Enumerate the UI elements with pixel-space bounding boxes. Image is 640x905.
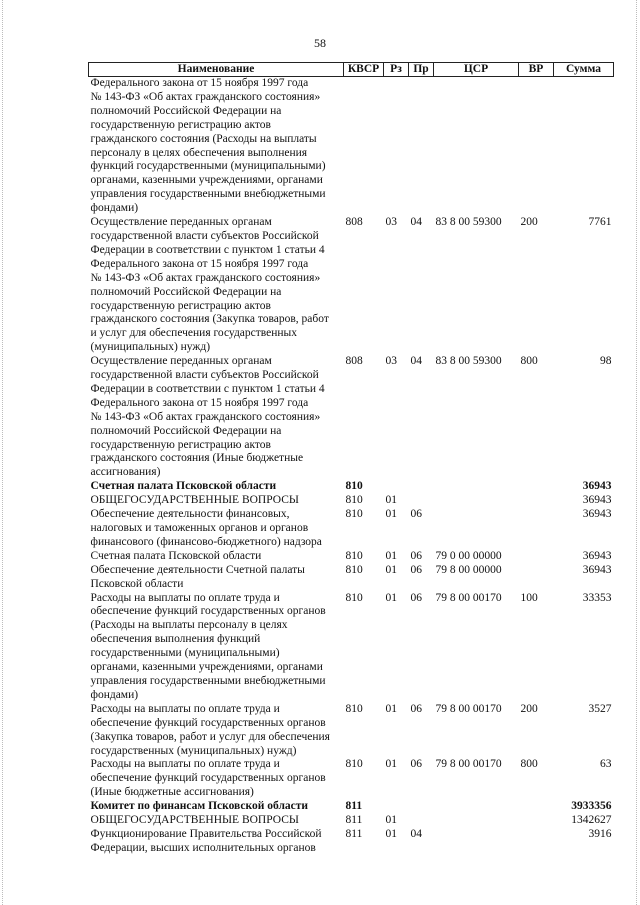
cell-sum: 3916: [588, 827, 612, 840]
cell-rz: 01: [385, 814, 397, 827]
cell-name: Осуществление переданных органам государственной власти субъектов Российской Федерации в соответствии с пунктом 1 статьи 4 Федерального закона от 15 ноября 1997 года № 143-ФЗ «Об актах гражданского состояния» полномочий Российской Федерации на государственную регистрацию актов гражданского состояния (Иные бюджетные ассигнования): [90, 355, 325, 479]
cell-pr: 04: [410, 355, 422, 368]
table-row: [89, 814, 614, 828]
cell-csr: [434, 800, 519, 814]
cell-csr: 83 8 00 59300: [435, 355, 502, 368]
cell-kvsr: 810: [345, 480, 363, 493]
cell-pr: 06: [410, 563, 422, 576]
cell-name: Осуществление переданных органам государственной власти субъектов Российской Федерации в соответствии с пунктом 1 статьи 4 Федерального закона от 15 ноября 1997 года № 143-ФЗ «Об актах гражданского состояния» полномочий Российской Федерации на государственную регистрацию актов гражданского состояния (Закупка товаров, работ и услуг для обеспечения государственных (муниципальных) нужд): [90, 216, 329, 354]
cell-kvsr: 810: [345, 563, 363, 576]
cell-rz: [384, 480, 409, 494]
cell-sum: 36943: [582, 508, 612, 521]
cell-sum: [554, 77, 614, 217]
cell-vr: 800: [520, 355, 538, 368]
cell-kvsr: 811: [345, 827, 363, 840]
cell-name: Счетная палата Псковской области: [90, 549, 262, 562]
cell-vr: [519, 77, 554, 217]
cell-vr: [519, 828, 554, 856]
cell-name: Обеспечение деятельности финансовых, налоговых и таможенных органов и органов финансового (финансово-бюджетного) надзора: [90, 508, 322, 548]
cell-csr: 79 8 00 00170: [435, 758, 502, 771]
cell-vr: [519, 480, 554, 494]
cell-rz: 01: [385, 549, 397, 562]
cell-sum: 33353: [582, 591, 612, 604]
cell-csr: 79 8 00 00170: [435, 702, 502, 715]
table-row: [89, 216, 614, 355]
cell-kvsr: 811: [345, 814, 363, 827]
cell-rz: 01: [385, 494, 397, 507]
table-row: [89, 77, 614, 217]
cell-csr: [434, 508, 519, 550]
cell-sum: 36943: [582, 480, 612, 493]
cell-pr: 06: [410, 549, 422, 562]
cell-csr: [434, 480, 519, 494]
cell-name: ОБЩЕГОСУДАРСТВЕННЫЕ ВОПРОСЫ: [90, 494, 299, 507]
cell-rz: [384, 800, 409, 814]
cell-vr: [519, 494, 554, 508]
cell-pr: 06: [410, 758, 422, 771]
cell-name: Счетная палата Псковской области: [90, 480, 277, 493]
table-body: [89, 77, 614, 856]
column-header-csr: ЦСР: [434, 63, 519, 77]
cell-kvsr: 810: [345, 494, 363, 507]
cell-pr: [409, 480, 434, 494]
cell-vr: 100: [520, 591, 538, 604]
cell-rz: [384, 77, 409, 217]
cell-csr: 79 8 00 00170: [435, 591, 502, 604]
cell-kvsr: 810: [345, 758, 363, 771]
cell-vr: [519, 508, 554, 550]
table-row: [89, 480, 614, 494]
cell-vr: [519, 800, 554, 814]
cell-name: Федерального закона от 15 ноября 1997 года № 143-ФЗ «Об актах гражданского состояния» полномочий Российской Федерации на государственную регистрацию актов гражданского состояния (Расходы на выплаты персоналу в целях обеспечения выполнения функций государственными (муниципальными) органами, казенными учреждениями, органами управления государственными внебюджетными фондами): [90, 77, 326, 215]
cell-kvsr: 810: [345, 549, 363, 562]
cell-rz: 01: [385, 702, 397, 715]
cell-csr: 79 8 00 00000: [435, 563, 502, 576]
table-row: [89, 800, 614, 814]
column-header-rz: Рз: [384, 63, 409, 77]
table-row: [89, 550, 614, 564]
left-scan-edge: [2, 0, 4, 905]
cell-vr: [519, 814, 554, 828]
cell-csr: [434, 814, 519, 828]
cell-pr: [409, 494, 434, 508]
cell-name: Расходы на выплаты по оплате труда и обеспечение функций государственных органов (Расходы на выплаты персоналу в целях обеспечения выполнения функций государственными (муниципальными) органами, казенными учреждениями, органами управления государственными внебюджетными фондами): [90, 591, 326, 701]
table-header: [89, 63, 614, 77]
cell-rz: 01: [385, 758, 397, 771]
cell-sum: 36943: [582, 549, 612, 562]
cell-sum: 3933356: [571, 800, 612, 813]
cell-name: Комитет по финансам Псковской области: [90, 800, 309, 813]
cell-pr: 06: [410, 702, 422, 715]
cell-pr: 06: [410, 591, 422, 604]
cell-name: Обеспечение деятельности Счетной палаты Псковской области: [90, 563, 305, 590]
cell-rz: 01: [385, 591, 397, 604]
cell-vr: 200: [520, 216, 538, 229]
cell-sum: 3527: [588, 702, 612, 715]
cell-kvsr: 810: [345, 702, 363, 715]
cell-vr: [519, 564, 554, 592]
column-header-vr: ВР: [519, 63, 554, 77]
page-number: 58: [314, 36, 326, 50]
cell-kvsr: [344, 77, 384, 217]
column-header-pr: Пр: [409, 63, 434, 77]
cell-vr: 200: [520, 702, 538, 715]
cell-sum: 98: [600, 355, 612, 368]
cell-rz: 01: [385, 508, 397, 521]
cell-csr: [434, 494, 519, 508]
cell-csr: [434, 77, 519, 217]
cell-name: ОБЩЕГОСУДАРСТВЕННЫЕ ВОПРОСЫ: [90, 814, 299, 827]
cell-csr: [434, 828, 519, 856]
table-row: [89, 758, 614, 800]
cell-kvsr: 810: [345, 508, 363, 521]
cell-kvsr: 810: [345, 591, 363, 604]
table-row: [89, 828, 614, 856]
cell-name: Функционирование Правительства Российской Федерации, высших исполнительных органов: [90, 827, 322, 854]
cell-csr: 79 0 00 00000: [435, 549, 502, 562]
column-header-kvsr: КВСР: [344, 63, 384, 77]
right-scan-edge: [636, 0, 638, 905]
cell-pr: 04: [410, 216, 422, 229]
cell-sum: 63: [600, 758, 612, 771]
table-row: [89, 703, 614, 759]
table-row: [89, 508, 614, 550]
cell-name: Расходы на выплаты по оплате труда и обеспечение функций государственных органов (Иные бюджетные ассигнования): [90, 758, 326, 799]
budget-table: [88, 62, 614, 856]
cell-pr: 04: [410, 827, 422, 840]
cell-sum: 1342627: [571, 814, 612, 827]
cell-sum: 36943: [582, 563, 612, 576]
table-row: [89, 494, 614, 508]
cell-sum: 7761: [588, 216, 612, 229]
cell-csr: 83 8 00 59300: [435, 216, 502, 229]
cell-rz: 01: [385, 827, 397, 840]
cell-rz: 03: [385, 355, 397, 368]
table-row: [89, 355, 614, 480]
column-header-sum: Сумма: [554, 63, 614, 77]
cell-pr: [409, 77, 434, 217]
table-row: [89, 564, 614, 592]
table-row: [89, 592, 614, 703]
cell-kvsr: 808: [345, 355, 363, 368]
cell-pr: 06: [410, 508, 422, 521]
cell-rz: 03: [385, 216, 397, 229]
cell-pr: [409, 814, 434, 828]
cell-rz: 01: [385, 563, 397, 576]
cell-vr: 800: [520, 758, 538, 771]
column-header-name: Наименование: [89, 63, 344, 77]
cell-name: Расходы на выплаты по оплате труда и обеспечение функций государственных органов (Закупка товаров, работ и услуг для обеспечения государственных (муниципальных) нужд): [90, 702, 330, 757]
cell-kvsr: 811: [345, 800, 363, 813]
cell-pr: [409, 800, 434, 814]
cell-sum: 36943: [582, 494, 612, 507]
cell-vr: [519, 550, 554, 564]
cell-kvsr: 808: [345, 216, 363, 229]
